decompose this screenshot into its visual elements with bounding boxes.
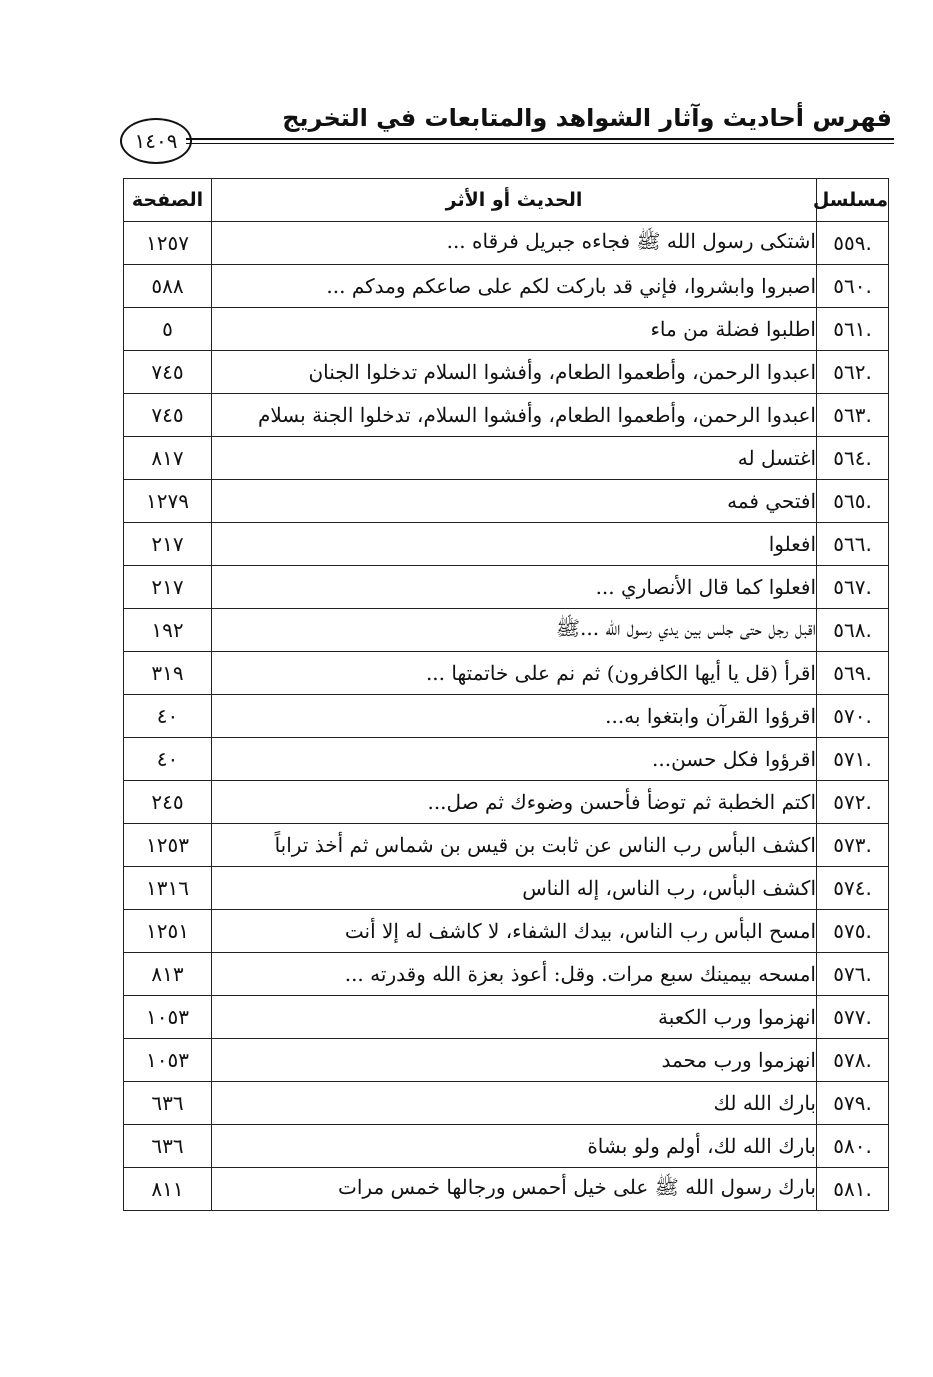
serial-cell: .٥٨١ <box>817 1168 889 1211</box>
page-number-cell: ٥ <box>124 308 212 351</box>
hadith-text-cell: اعبدوا الرحمن، وأطعموا الطعام، وأفشوا السلام تدخلوا الجنان <box>212 351 817 394</box>
serial-cell: .٥٦٢ <box>817 351 889 394</box>
serial-cell: .٥٦٨ <box>817 609 889 652</box>
serial-cell: .٥٨٠ <box>817 1125 889 1168</box>
hadith-index-table <box>123 178 889 1211</box>
hadith-text-cell: اقرأ (قل يا أيها الكافرون) ثم نم على خاتمتها ... <box>212 652 817 695</box>
serial-cell: .٥٦٤ <box>817 437 889 480</box>
header-rule <box>186 138 894 144</box>
page-number-cell: ١٢٥١ <box>124 910 212 953</box>
hadith-text-cell: اطلبوا فضلة من ماء <box>212 308 817 351</box>
page-number-cell: ٢١٧ <box>124 523 212 566</box>
page-number-cell: ٢٤٥ <box>124 781 212 824</box>
table-row <box>124 1168 889 1211</box>
hadith-text-cell: امسح البأس رب الناس، بيدك الشفاء، لا كاشف له إلا أنت <box>212 910 817 953</box>
serial-cell: .٥٦٥ <box>817 480 889 523</box>
page-number-cell: ٦٣٦ <box>124 1082 212 1125</box>
page-number-badge: ١٤٠٩ <box>120 118 192 164</box>
hadith-text-cell: اقبل رجل حتى جلس بين يدي رسول الله ...ﷺ <box>212 609 817 652</box>
table-row <box>124 910 889 953</box>
column-header-serial: مسلسل <box>817 179 889 222</box>
table-row <box>124 566 889 609</box>
hadith-text-cell: بارك الله لك، أولم ولو بشاة <box>212 1125 817 1168</box>
hadith-text-cell: اشتكى رسول الله ﷺ فجاءه جبريل فرقاه ... <box>212 222 817 265</box>
table-row <box>124 437 889 480</box>
page-number-cell: ١٢٥٧ <box>124 222 212 265</box>
page-number-cell: ١٠٥٣ <box>124 996 212 1039</box>
serial-cell: .٥٦٠ <box>817 265 889 308</box>
table-row <box>124 1125 889 1168</box>
page-number-cell: ١٢٧٩ <box>124 480 212 523</box>
serial-cell: .٥٧٠ <box>817 695 889 738</box>
table-row <box>124 953 889 996</box>
table-row <box>124 351 889 394</box>
page-number-cell: ٢١٧ <box>124 566 212 609</box>
hadith-text-cell: افتحي فمه <box>212 480 817 523</box>
page-number-cell: ٧٤٥ <box>124 351 212 394</box>
serial-cell: .٥٧٥ <box>817 910 889 953</box>
serial-cell: .٥٧٢ <box>817 781 889 824</box>
serial-cell: .٥٦٧ <box>817 566 889 609</box>
serial-cell: .٥٦٩ <box>817 652 889 695</box>
serial-cell: .٥٧٧ <box>817 996 889 1039</box>
hadith-text-cell: امسحه بيمينك سبع مرات. وقل: أعوذ بعزة الله وقدرته ... <box>212 953 817 996</box>
page-number-cell: ١٩٢ <box>124 609 212 652</box>
hadith-text-cell: اقرؤوا القرآن وابتغوا به... <box>212 695 817 738</box>
page-number-cell: ٣١٩ <box>124 652 212 695</box>
page-number-cell: ٦٣٦ <box>124 1125 212 1168</box>
serial-cell: .٥٧٨ <box>817 1039 889 1082</box>
page-number-cell: ٨١١ <box>124 1168 212 1211</box>
table-row <box>124 652 889 695</box>
hadith-text-cell: افعلوا كما قال الأنصاري ... <box>212 566 817 609</box>
hadith-text-cell: انهزموا ورب الكعبة <box>212 996 817 1039</box>
table-row <box>124 222 889 265</box>
column-header-text: الحديث أو الأثر <box>212 179 817 222</box>
serial-cell: .٥٧٣ <box>817 824 889 867</box>
hadith-text-cell: افعلوا <box>212 523 817 566</box>
hadith-text-cell: اصبروا وابشروا، فإني قد باركت لكم على صاعكم ومدكم ... <box>212 265 817 308</box>
hadith-text-cell: بارك رسول الله ﷺ على خيل أحمس ورجالها خمس مرات <box>212 1168 817 1211</box>
table-row <box>124 1039 889 1082</box>
page-number-cell: ٤٠ <box>124 695 212 738</box>
table-row <box>124 265 889 308</box>
hadith-text-cell: اكتم الخطبة ثم توضأ فأحسن وضوءك ثم صل... <box>212 781 817 824</box>
hadith-text-cell: اكشف البأس، رب الناس، إله الناس <box>212 867 817 910</box>
page-header <box>118 96 894 166</box>
page-number-cell: ٧٤٥ <box>124 394 212 437</box>
hadith-text-cell: انهزموا ورب محمد <box>212 1039 817 1082</box>
hadith-text-cell: اقرؤوا فكل حسن... <box>212 738 817 781</box>
serial-cell: .٥٦٦ <box>817 523 889 566</box>
page-number-cell: ٥٨٨ <box>124 265 212 308</box>
table-row <box>124 308 889 351</box>
page-number-cell: ١٢٥٣ <box>124 824 212 867</box>
table-row <box>124 609 889 652</box>
hadith-text-cell: اكشف البأس رب الناس عن ثابت بن قيس بن شماس ثم أخذ تراباً <box>212 824 817 867</box>
table-header-row <box>124 179 889 222</box>
table-row <box>124 781 889 824</box>
serial-cell: .٥٥٩ <box>817 222 889 265</box>
hadith-text-cell: اعبدوا الرحمن، وأطعموا الطعام، وأفشوا السلام، تدخلوا الجنة بسلام <box>212 394 817 437</box>
serial-cell: .٥٧٩ <box>817 1082 889 1125</box>
table-row <box>124 394 889 437</box>
page-number-cell: ٨١٧ <box>124 437 212 480</box>
hadith-text-cell: بارك الله لك <box>212 1082 817 1125</box>
table-row <box>124 695 889 738</box>
serial-cell: .٥٧٤ <box>817 867 889 910</box>
table-row <box>124 738 889 781</box>
table-row <box>124 480 889 523</box>
page-number-cell: ٤٠ <box>124 738 212 781</box>
page-number-cell: ١٣١٦ <box>124 867 212 910</box>
serial-cell: .٥٧٦ <box>817 953 889 996</box>
table-row <box>124 867 889 910</box>
page-number-cell: ١٠٥٣ <box>124 1039 212 1082</box>
serial-cell: .٥٦١ <box>817 308 889 351</box>
page-number-cell: ٨١٣ <box>124 953 212 996</box>
table-row <box>124 996 889 1039</box>
serial-cell: .٥٧١ <box>817 738 889 781</box>
hadith-text-cell: اغتسل له <box>212 437 817 480</box>
table-row <box>124 824 889 867</box>
table-row <box>124 1082 889 1125</box>
column-header-page: الصفحة <box>124 179 212 222</box>
table-row <box>124 523 889 566</box>
page-title: فهرس أحاديث وآثار الشواهد والمتابعات في التخريج <box>282 104 892 132</box>
serial-cell: .٥٦٣ <box>817 394 889 437</box>
